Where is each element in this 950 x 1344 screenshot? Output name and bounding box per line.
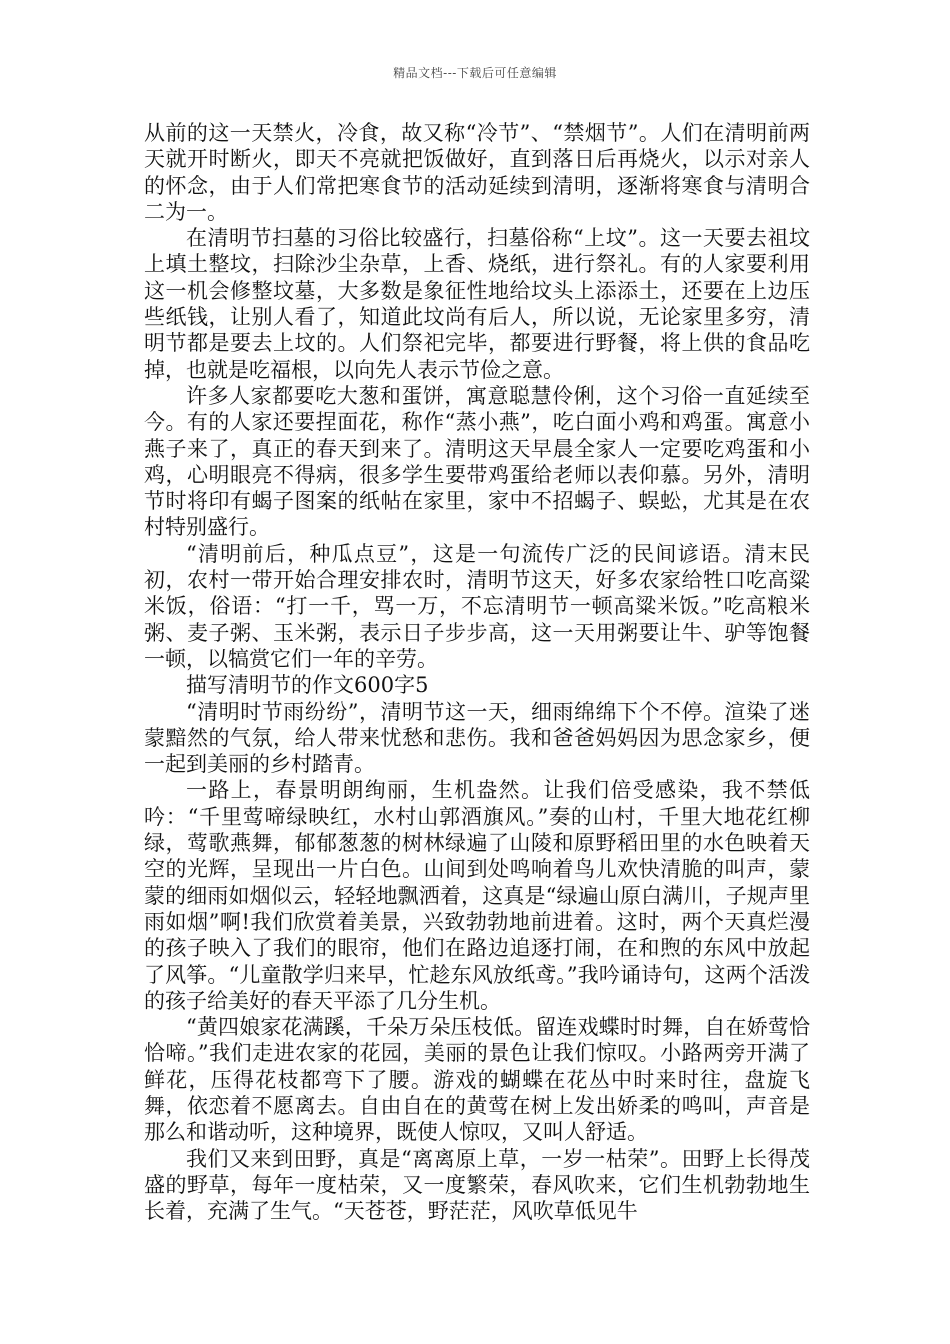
paragraph: 一路上，春景明朗绚丽，生机盎然。让我们倍受感染，我不禁低吟：“千里莺啼绿映红，水村山郭酒旗风。”奏的山村，千里大地花红柳绿，莺歌燕舞，郁郁葱葱的树林绿遍了山陵和原野稻田里的水色映着天空的光辉，呈现出一片白色。山间到处鸣响着鸟儿欢快清脆的叫声，蒙蒙的细雨如烟似云，轻轻地飘洒着，这真是“绿遍山原白满川，子规声里雨如烟”啊!我们欣赏着美景，兴致勃勃地前进着。这时，两个天真烂漫的孩子映入了我们的眼帘，他们在路边追逐打闹，在和煦的东风中放起了风筝。“儿童散学归来早，忙趁东风放纸鸢。”我吟诵诗句，这两个活泼的孩子给美好的春天平添了几分生机。: [144, 778, 810, 1013]
paragraph: “清明前后，种瓜点豆”，这是一句流传广泛的民间谚语。清末民初，农村一带开始合理安排农时，清明节这天，好多农家给牲口吃高粱米饭，俗语：“打一千，骂一万，不忘清明节一顿高粱米饭。”吃高粮米粥、麦子粥、玉米粥，表示日子步步高，这一天用粥要让牛、驴等饱餐一顿，以犒赏它们一年的辛劳。: [144, 541, 810, 671]
paragraph: 从前的这一天禁火，冷食，故又称“冷节”、“禁烟节”。人们在清明前两天就开时断火，即天不亮就把饭做好，直到落日后再烧火，以示对亲人的怀念，由于人们常把寒食节的活动延续到清明，逐渐将寒食与清明合二为一。: [144, 121, 810, 224]
paragraph: “黄四娘家花满蹊，千朵万朵压枝低。留连戏蝶时时舞，自在娇莺恰恰啼。”我们走进农家的花园，美丽的景色让我们惊叹。小路两旁开满了鲜花，压得花枝都弯下了腰。游戏的蝴蝶在花丛中时来时往，盘旋飞舞，依恋着不愿离去。自由自在的黄莺在树上发出娇柔的鸣叫，声音是那么和谐动听，这种境界，既使人惊叹，又叫人舒适。: [144, 1015, 810, 1145]
paragraph: 许多人家都要吃大葱和蛋饼，寓意聪慧伶俐，这个习俗一直延续至今。有的人家还要捏面花，称作“蒸小燕”，吃白面小鸡和鸡蛋。寓意小燕子来了，真正的春天到来了。清明这天早晨全家人一定要吃鸡蛋和小鸡，心明眼亮不得病，很多学生要带鸡蛋给老师以表仰慕。另外，清明节时将印有蝎子图案的纸帖在家里，家中不招蝎子、蜈蚣，尤其是在农村特别盛行。: [144, 383, 810, 540]
section-heading: 描写清明节的作文600字5: [186, 673, 429, 698]
paragraph: “清明时节雨纷纷”，清明节这一天，细雨绵绵下个不停。渲染了迷蒙黯然的气氛，给人带来忧愁和悲伤。我和爸爸妈妈因为思念家乡，便一起到美丽的乡村踏青。: [144, 699, 810, 777]
article-body: [144, 120, 810, 1224]
page-header: 精品文档---下载后可任意编辑: [393, 66, 557, 80]
paragraph: 我们又来到田野，真是“离离原上草，一岁一枯荣”。田野上长得茂盛的野草，每年一度枯荣，又一度繁荣，春风吹来，它们生机勃勃地生长着，充满了生气。“天苍苍，野茫茫，风吹草低见牛: [144, 1146, 810, 1224]
paragraph: 在清明节扫墓的习俗比较盛行，扫墓俗称“上坟”。这一天要去祖坟上填土整坟，扫除沙尘杂草，上香、烧纸，进行祭礼。有的人家要利用这一机会修整坟墓，大多数是象征性地给坟头上添添土，还要在上边压些纸钱，让别人看了，知道此坟尚有后人，所以说，无论家里多穷，清明节都是要去上坟的。人们祭祀完毕，都要进行野餐，将上供的食品吃掉，也就是吃福根，以向先人表示节俭之意。: [144, 226, 810, 382]
